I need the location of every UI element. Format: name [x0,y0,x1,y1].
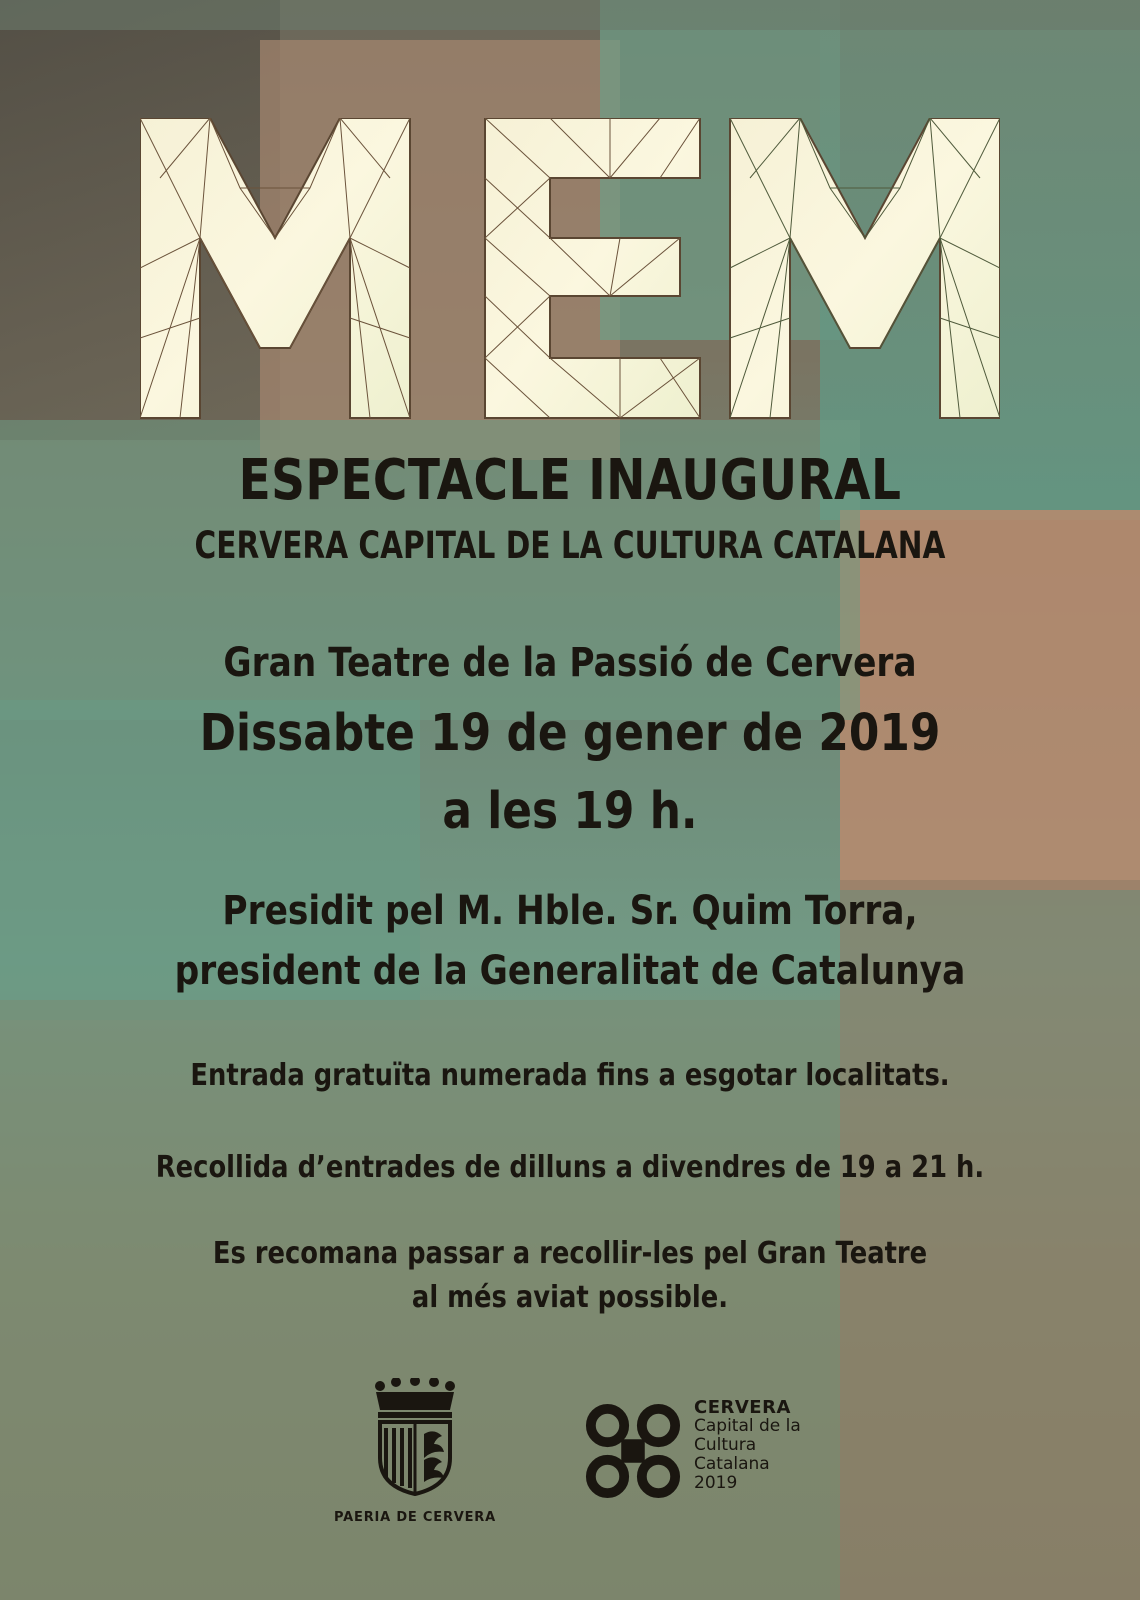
heading: ESPECTACLE INAUGURAL [238,448,902,513]
paeria-logo [330,1378,500,1528]
presided-line-2: president de la Generalitat de Catalunya [174,948,966,994]
cervera-title: CERVERA [694,1397,791,1418]
info-recommend-line-2: al més aviat possible. [411,1280,729,1315]
event-time: a les 19 h. [442,782,698,841]
cervera-line-2: Cultura [694,1435,757,1455]
info-free-entry: Entrada gratuïta numerada fins a esgotar localitats. [190,1058,950,1093]
cervera-year: 2019 [694,1473,738,1493]
knot-emblem-icon [584,1402,682,1500]
info-pickup: Recollida d’entrades de dilluns a divendres de 19 a 21 h. [155,1150,985,1185]
cervera-capital-text [694,1398,801,1493]
cervera-line-1: Capital de la [694,1416,801,1436]
cervera-line-3: Catalana [694,1454,770,1474]
cervera-capital-logo [584,1398,824,1510]
crown-shield-icon [372,1378,458,1496]
info-recommend-line-1: Es recomana passar a recollir-les pel Gran Teatre [212,1236,928,1271]
paeria-label: PAERIA DE CERVERA [334,1510,496,1525]
venue: Gran Teatre de la Passió de Cervera [223,640,917,686]
event-date: Dissabte 19 de gener de 2019 [199,704,941,763]
mem-title-graphic [140,118,1000,430]
subheading: CERVERA CAPITAL DE LA CULTURA CATALANA [194,524,946,567]
presided-line-1: Presidit pel M. Hble. Sr. Quim Torra, [222,888,918,934]
